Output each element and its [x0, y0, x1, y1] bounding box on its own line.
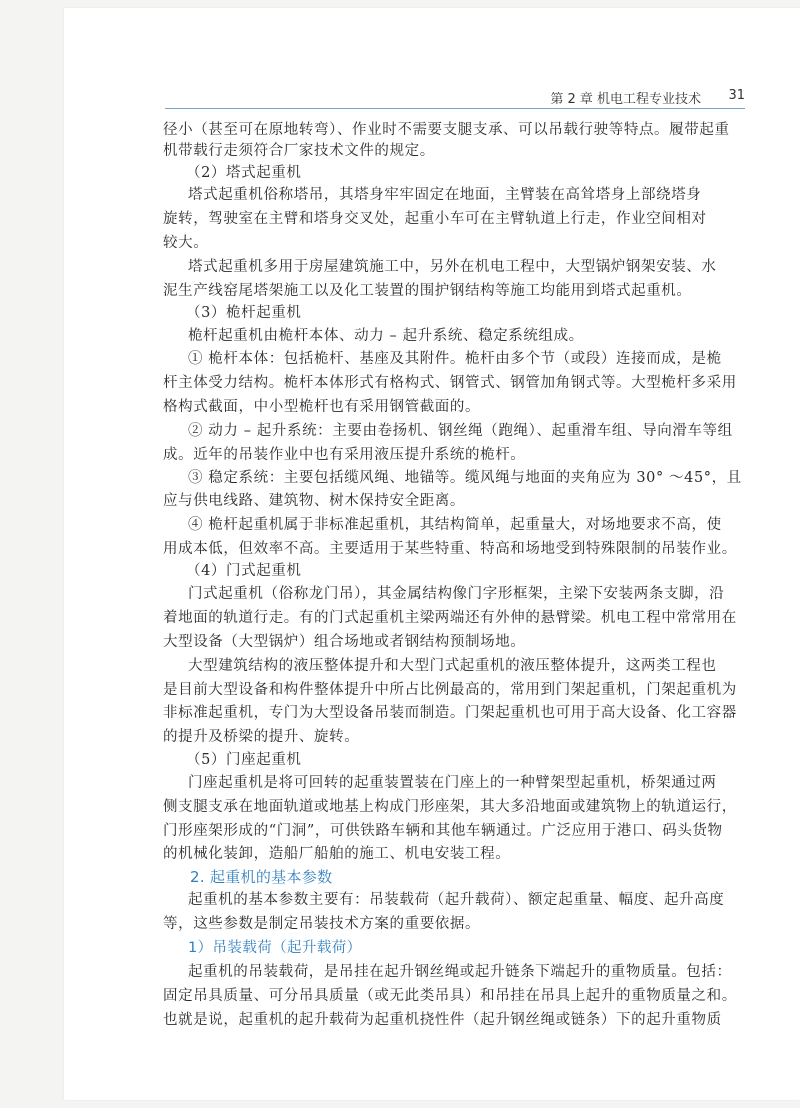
- text-line: 侧支腿支承在地面轨道或地基上构成门形座架，其大多沿地面或建筑物上的轨道运行，: [163, 799, 737, 815]
- text-line: 门形座架形成的“门洞”，可供铁路车辆和其他车辆通过。广泛应用于港口、码头货物: [163, 823, 723, 839]
- text-line: 大型设备（大型锅炉）组合场地或者钢结构预制场地。: [163, 634, 526, 650]
- text-line: 桅杆起重机由桅杆本体、动力 – 起升系统、稳定系统组成。: [188, 328, 584, 344]
- text-line: 成。近年的吊装作业中也有采用液压提升系统的桅杆。: [163, 447, 526, 463]
- subheading: （4）门式起重机: [186, 563, 302, 579]
- section-heading: 2. 起重机的基本参数: [190, 868, 333, 886]
- page-number: 31: [728, 88, 745, 103]
- subheading: （3）桅杆起重机: [186, 305, 302, 321]
- text-line: 起重机的吊装载荷，是吊挂在起升钢丝绳或起升链条下端起升的重物质量。包括：: [188, 964, 732, 980]
- text-line: ① 桅杆本体：包括桅杆、基座及其附件。桅杆由多个节（或段）连接而成，是桅: [188, 351, 722, 367]
- text-line: 径小（甚至可在原地转弯）、作业时不需要支腿支承、可以吊载行驶等特点。履带起重: [163, 122, 730, 138]
- text-line: 的机械化装卸，造船厂船舶的施工、机电安装工程。: [163, 846, 511, 862]
- text-line: 门式起重机（俗称龙门吊），其金属结构像门字形框架，主梁下安装两条支脚，沿: [188, 586, 725, 602]
- subsection-heading: 1）吊装载荷（起升载荷）: [188, 940, 362, 956]
- text-line: 塔式起重机多用于房屋建筑施工中，另外在机电工程中，大型锅炉钢架安装、水: [188, 259, 717, 275]
- text-line: ② 动力 – 起升系统：主要由卷扬机、钢丝绳（跑绳）、起重滑车组、导向滑车等组: [188, 423, 733, 439]
- text-line: 的提升及桥梁的提升、旋转。: [163, 729, 360, 745]
- text-line: 格构式截面，中小型桅杆也有采用钢管截面的。: [163, 399, 481, 415]
- subheading: （5）门座起重机: [186, 752, 302, 768]
- text-line: ③ 稳定系统：主要包括缆风绳、地锚等。缆风绳与地面的夹角应为 30° ～45°，且: [188, 470, 742, 486]
- text-line: 起重机的基本参数主要有：吊装载荷（起升载荷）、额定起重量、幅度、起升高度: [188, 892, 725, 908]
- text-line: 大型建筑结构的液压整体提升和大型门式起重机的液压整体提升，这两类工程也: [188, 658, 717, 674]
- header-rule: [165, 108, 745, 109]
- text-line: 用成本低，但效率不高。主要适用于某些特重、特高和场地受到特殊限制的吊装作业。: [163, 541, 737, 557]
- text-line: 泥生产线窑尾塔架施工以及化工装置的围护钢结构等施工均能用到塔式起重机。: [163, 283, 692, 299]
- text-line: 非标准起重机，专门为大型设备吊装而制造。门架起重机也可用于高大设备、化工容器: [163, 705, 737, 721]
- text-line: 着地面的轨道行走。有的门式起重机主梁两端还有外伸的悬臂梁。机电工程中常常用在: [163, 610, 737, 626]
- text-line: 也就是说，起重机的起升载荷为起重机挠性件（起升钢丝绳或链条）下的起升重物质: [163, 1012, 722, 1028]
- subheading: （2）塔式起重机: [186, 165, 302, 181]
- text-line: 杆主体受力结构。桅杆本体形式有格构式、钢管式、钢管加角钢式等。大型桅杆多采用: [163, 375, 737, 391]
- text-line: 塔式起重机俗称塔吊，其塔身牢牢固定在地面，主臂装在高耸塔身上部绕塔身: [188, 187, 702, 203]
- text-line: 门座起重机是将可回转的起重装置装在门座上的一种臂架型起重机，桥架通过两: [188, 775, 717, 791]
- text-line: ④ 桅杆起重机属于非标准起重机，其结构简单，起重量大，对场地要求不高，使: [188, 517, 722, 533]
- text-line: 旋转，驾驶室在主臂和塔身交叉处，起重小车可在主臂轨道上行走，作业空间相对: [163, 211, 707, 227]
- text-line: 固定吊具质量、可分吊具质量（或无此类吊具）和吊挂在吊具上起升的重物质量之和。: [163, 988, 737, 1004]
- text-line: 较大。: [163, 235, 209, 251]
- running-header: [165, 88, 745, 106]
- text-line: 是目前大型设备和构件整体提升中所占比例最高的，常用到门架起重机，门架起重机为: [163, 682, 737, 698]
- chapter-title: 第 2 章 机电工程专业技术: [550, 92, 701, 107]
- text-line: 机带载行走须符合厂家技术文件的规定。: [163, 143, 435, 159]
- text-line: 应与供电线路、建筑物、树木保持安全距离。: [163, 493, 465, 509]
- text-line: 等，这些参数是制定吊装技术方案的重要依据。: [163, 916, 481, 932]
